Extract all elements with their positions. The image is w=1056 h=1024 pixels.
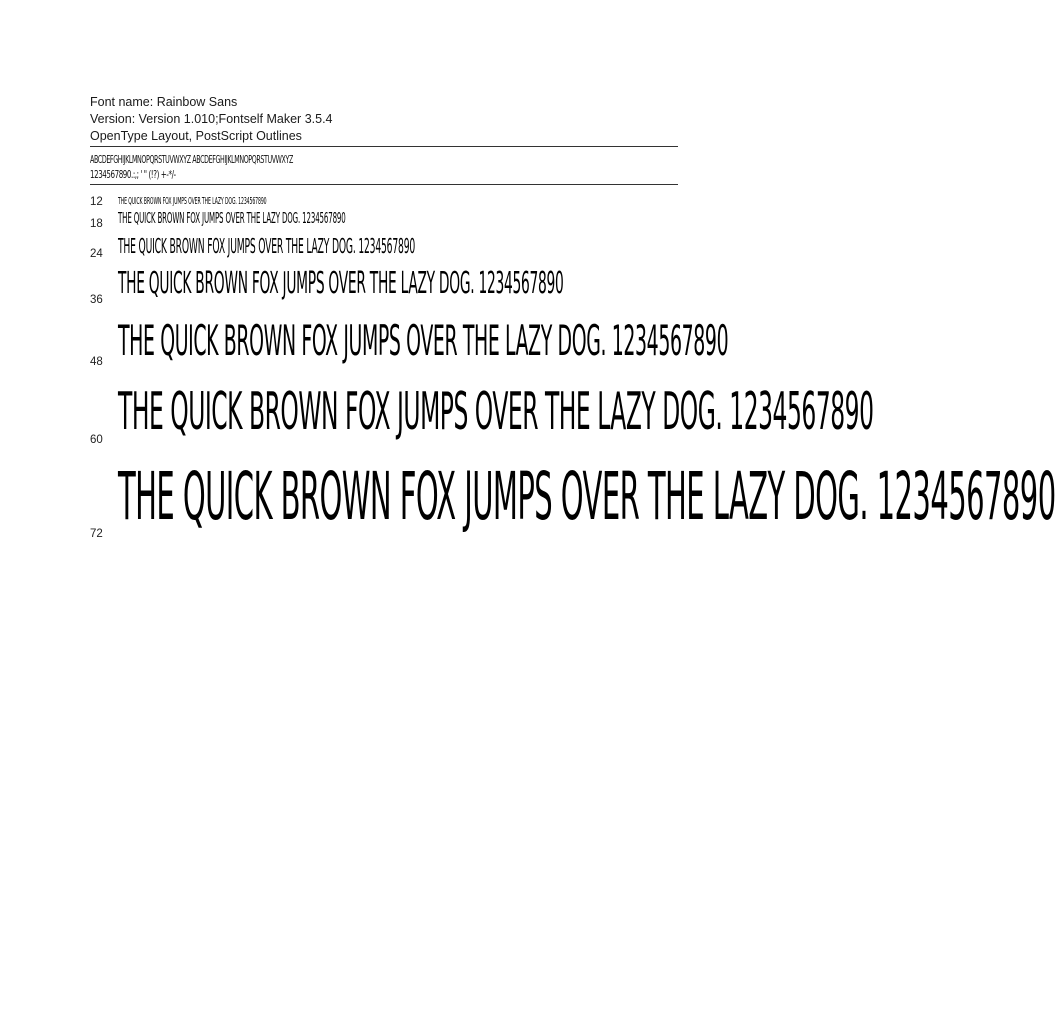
sample-row-18 bbox=[90, 208, 678, 234]
size-label: 36 bbox=[90, 294, 103, 306]
size-label: 60 bbox=[90, 434, 103, 446]
sample-text: THE QUICK BROWN FOX JUMPS OVER THE LAZY DOG. 1234567890 bbox=[118, 382, 874, 442]
glyph-line-figures: 1234567890.:,; ' " (!?) +-*/- bbox=[90, 168, 176, 181]
font-name-line: Font name: Rainbow Sans bbox=[90, 95, 238, 109]
font-version-line: Version: Version 1.010;Fontself Maker 3.5.4 bbox=[90, 112, 333, 126]
size-label: 12 bbox=[90, 196, 103, 208]
size-label: 48 bbox=[90, 356, 103, 368]
sample-row-48 bbox=[90, 314, 729, 376]
size-samples bbox=[90, 190, 1056, 550]
font-specimen-sheet bbox=[90, 94, 678, 185]
sample-text: THE QUICK BROWN FOX JUMPS OVER THE LAZY DOG. 1234567890 bbox=[118, 234, 416, 258]
sample-row-72 bbox=[90, 456, 1056, 544]
sample-row-36 bbox=[90, 264, 678, 310]
sample-row-24 bbox=[90, 232, 678, 262]
size-label: 24 bbox=[90, 248, 103, 260]
glyph-set bbox=[90, 147, 678, 184]
sample-text: THE QUICK BROWN FOX JUMPS OVER THE LAZY DOG. 1234567890 bbox=[118, 209, 346, 227]
sample-text: THE QUICK BROWN FOX JUMPS OVER THE LAZY DOG. 1234567890 bbox=[118, 316, 729, 365]
sample-text: THE QUICK BROWN FOX JUMPS OVER THE LAZY DOG. 1234567890 bbox=[118, 266, 564, 301]
size-label: 72 bbox=[90, 528, 103, 540]
size-label: 18 bbox=[90, 218, 103, 230]
sample-row-60 bbox=[90, 380, 874, 450]
sample-text: THE QUICK BROWN FOX JUMPS OVER THE LAZY DOG. 1234567890 bbox=[118, 196, 267, 207]
glyph-line-letters: ABCDEFGHIJKLMNOPQRSTUVWXYZ ABCDEFGHIJKLMNOPQRSTUVWXYZ bbox=[90, 153, 293, 166]
bottom-divider bbox=[90, 184, 678, 185]
font-outlines-line: OpenType Layout, PostScript Outlines bbox=[90, 129, 302, 143]
sample-text: THE QUICK BROWN FOX JUMPS OVER THE LAZY DOG. 1234567890 bbox=[118, 458, 1056, 535]
